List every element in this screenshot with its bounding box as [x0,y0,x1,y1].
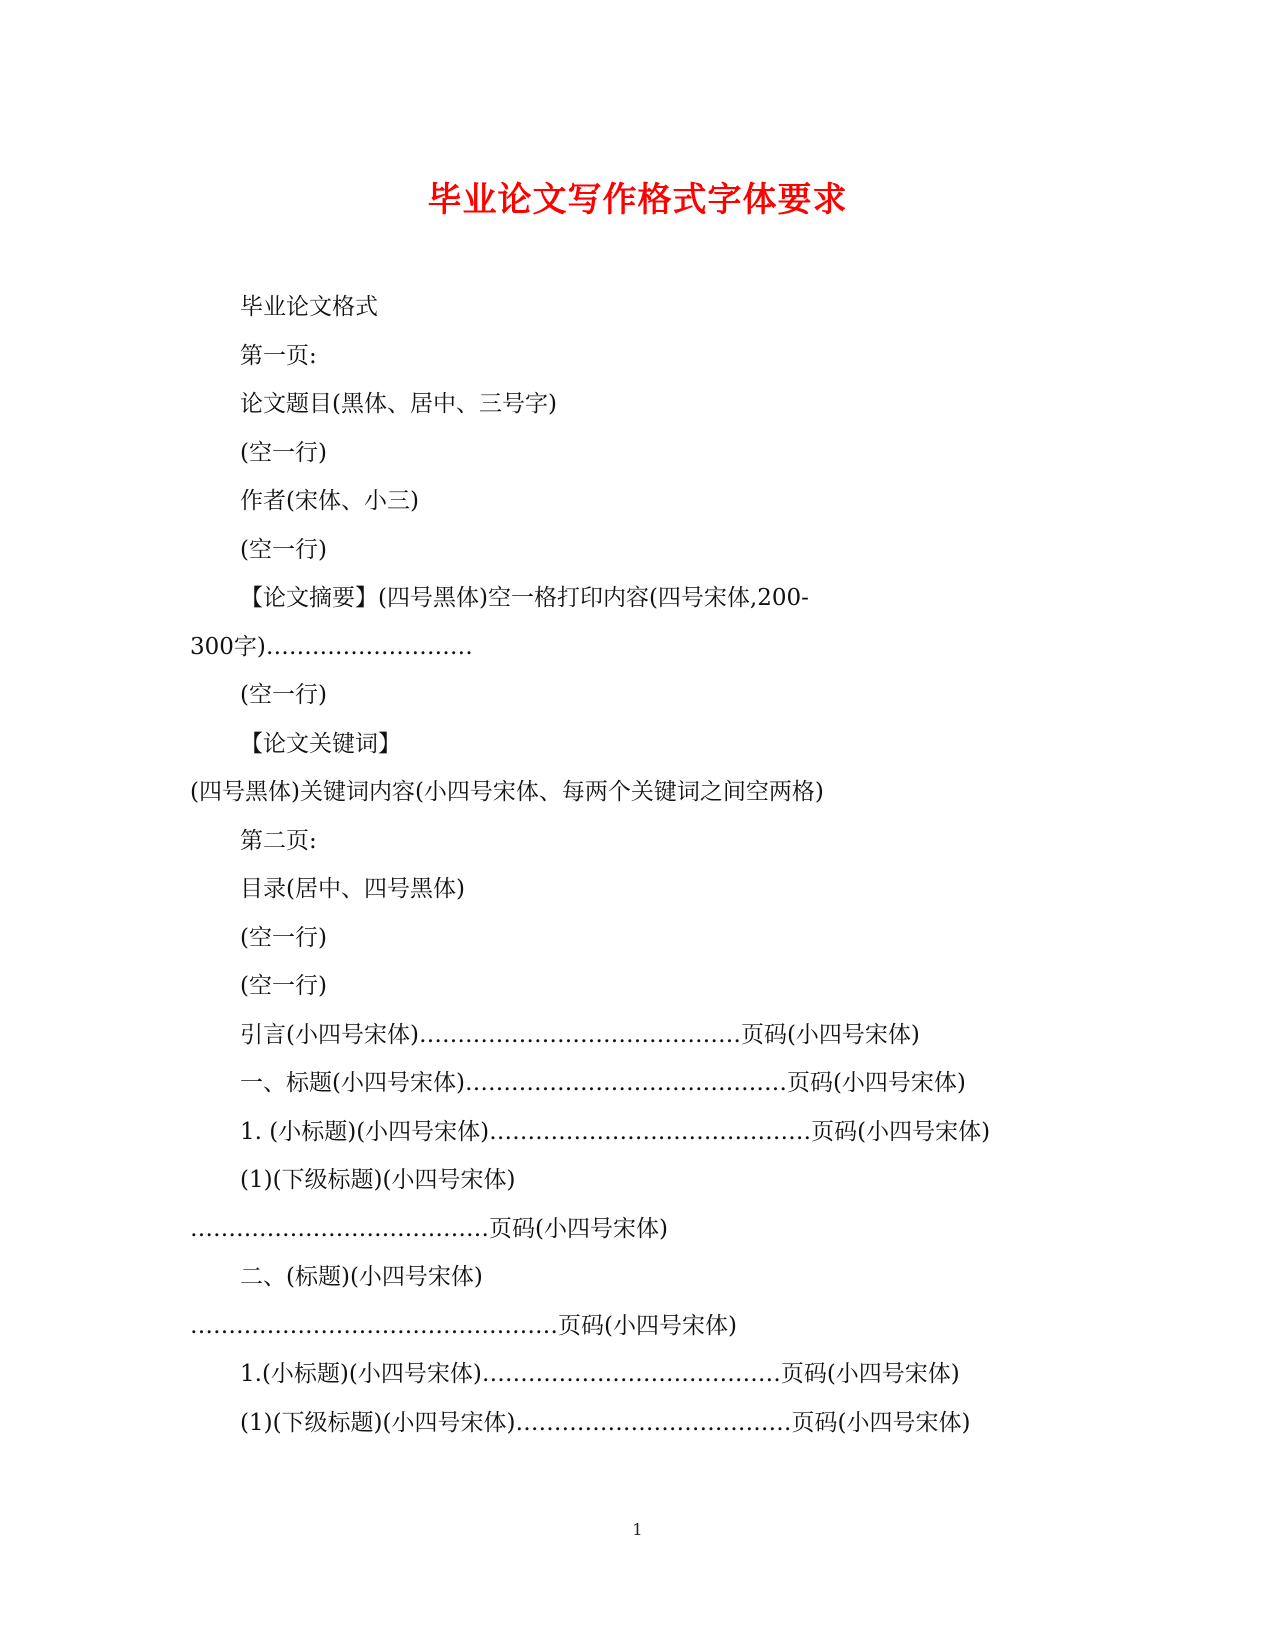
format-line: 论文题目(黑体、居中、三号字) [240,391,557,417]
toc-entry: (1)(下级标题)(小四号宋体) [240,1167,516,1193]
document-title: 毕业论文写作格式字体要求 [427,180,848,220]
abstract-format-continuation: 300字)……………………… [190,633,473,660]
toc-format-line: 目录(居中、四号黑体) [240,876,465,902]
blank-line-note: (空一行) [240,682,327,708]
blank-line-note: (空一行) [240,536,327,563]
toc-entry: 1.(小标题)(小四号宋体)…………………………………页码(小四号宋体) [240,1361,960,1387]
section-heading: 毕业论文格式 [240,294,378,320]
keywords-format-line: (四号黑体)关键词内容(小四号宋体、每两个关键词之间空两格) [190,779,824,805]
toc-entry: 二、(标题)(小四号宋体) [240,1264,483,1290]
blank-line-note: (空一行) [240,924,327,951]
abstract-format-line: 【论文摘要】(四号黑体)空一格打印内容(四号宋体,200- [240,585,809,611]
keywords-heading: 【论文关键词】 [240,730,401,757]
page-number: 1 [632,1520,643,1539]
toc-entry: 1. (小标题)(小四号宋体)……………………………………页码(小四号宋体) [240,1118,991,1145]
toc-entry: 引言(小四号宋体)……………………………………页码(小四号宋体) [240,1021,920,1048]
page-one-heading: 第一页: [240,342,317,369]
toc-entry: (1)(下级标题)(小四号宋体)………………………………页码(小四号宋体) [240,1409,971,1436]
page-two-heading: 第二页: [240,827,317,854]
toc-entry-continuation: …………………………………页码(小四号宋体) [190,1215,668,1242]
format-line: 作者(宋体、小三) [240,488,419,514]
toc-entry: 一、标题(小四号宋体)……………………………………页码(小四号宋体) [240,1070,966,1096]
blank-line-note: (空一行) [240,439,327,466]
blank-line-note: (空一行) [240,973,327,999]
toc-entry-continuation: …………………………………………页码(小四号宋体) [190,1312,737,1339]
document-body [190,283,1090,1447]
